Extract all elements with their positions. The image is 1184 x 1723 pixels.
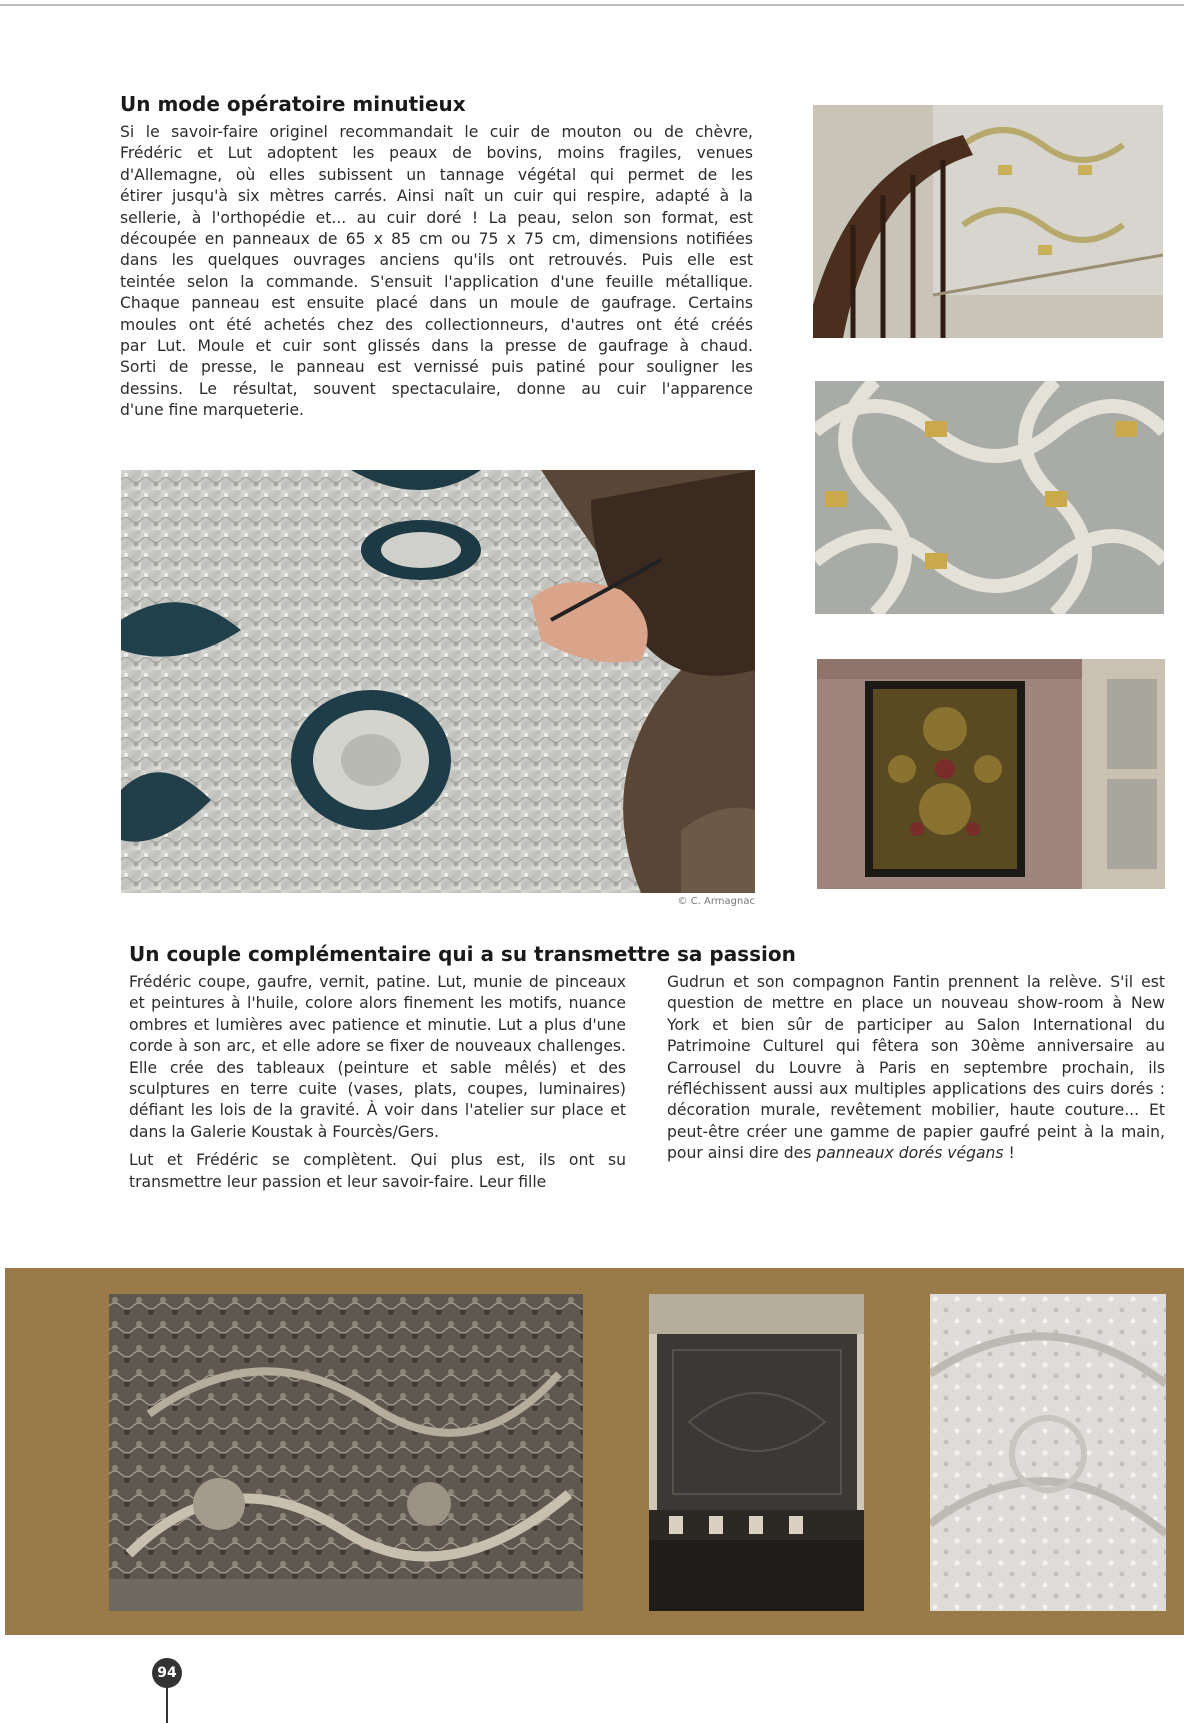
photo-artisan-painting-leather bbox=[121, 470, 755, 893]
section1-line: teintée selon la commande. S'ensuit l'application d'une feuille métallique. bbox=[120, 272, 753, 291]
section-heading-mode-operatoire: Un mode opératoire minutieux bbox=[120, 92, 466, 116]
section1-line: Chaque panneau est ensuite placé dans un moule de gaufrage. Certains bbox=[120, 294, 753, 313]
section2-paragraph-2: Lut et Frédéric se complètent. Qui plus est, ils ont su transmettre leur passion et leur savoir-faire. Leur fille bbox=[129, 1151, 626, 1191]
page-number-stem bbox=[166, 1686, 168, 1723]
section1-line: d'Allemagne, où elles subissent un tannage végétal qui permet de les bbox=[120, 165, 753, 184]
section1-line: d'une fine marqueterie. bbox=[120, 401, 305, 420]
section2-paragraph-3: Gudrun et son compagnon Fantin prennent la relève. S'il est question de mettre en place un nouveau show-room à New York et bien sûr de participer au Salon International du Patrimoine Culturel qui fêtera son 30ème anniversaire au Carrousel du Louvre à Paris en septembre prochain, ils réfléchissent aussi aux multiples applications des cuirs dorés : décoration murale, revêtement mobilier, haute couture... Et peut-être créer une gamme de papier gaufré peint à la main, pour ainsi dire des panneaux dorés végans ! bbox=[667, 973, 1165, 1163]
section2-paragraph-1: Frédéric coupe, gaufre, vernit, patine. Lut, munie de pinceaux et peintures à l'huile, colore alors finement les motifs, nuance ombres et lumières avec patience et minutie. Lut a plus d'une corde à son arc, et elle adore se fixer de nouveaux challenges. Elle crée des tableaux (peinture et sable mêlés) et des sculptures en terre cuite (vases, plats, coupes, luminaires) défiant les lois de la gravité. À voir dans l'atelier sur place et dans la Galerie Koustak à Fourcès/Gers. bbox=[129, 973, 626, 1141]
section-heading-couple: Un couple complémentaire qui a su transmettre sa passion bbox=[129, 942, 796, 966]
section1-line: par Lut. Moule et cuir sont glissés dans la presse de gaufrage à chaud. bbox=[120, 337, 753, 356]
photo-white-embossed-leather bbox=[930, 1294, 1166, 1611]
section1-line: dessins. Le résultat, souvent spectaculaire, donne au cuir l'apparence bbox=[120, 379, 753, 398]
section1-body bbox=[120, 122, 753, 422]
photo-dark-panel-on-stand bbox=[649, 1294, 864, 1611]
photo-framed-gilded-leather bbox=[817, 659, 1165, 889]
section1-line: Frédéric et Lut adoptent les peaux de bovins, moins fragiles, venues bbox=[120, 144, 753, 163]
section1-line: sellerie, à l'orthopédie et... au cuir doré ! La peau, selon son format, est bbox=[120, 208, 753, 227]
section2-column-right bbox=[667, 972, 1165, 1165]
section1-line: dans les quelques ouvrages anciens qu'ils ont retrouvés. Puis elle est bbox=[120, 251, 753, 270]
top-rule bbox=[0, 4, 1184, 6]
emphasis-panneaux-dores-vegans: panneaux dorés végans bbox=[816, 1144, 1004, 1163]
section1-line: Sorti de presse, le panneau est vernissé puis patiné pour souligner les bbox=[120, 358, 753, 377]
section1-line: Si le savoir-faire originel recommandait le cuir de mouton ou de chèvre, bbox=[120, 123, 753, 141]
section2-column-left bbox=[129, 972, 626, 1193]
section1-line: étirer jusqu'à six mètres carrés. Ainsi naît un cuir qui respire, adapté à la bbox=[120, 187, 753, 206]
photo-pattern-detail bbox=[815, 381, 1164, 614]
photo-embossed-leather-bronze bbox=[109, 1294, 583, 1611]
photo-staircase-panel bbox=[813, 105, 1163, 338]
page-number: 94 bbox=[152, 1658, 182, 1688]
section1-line: moules ont été achetés chez des collectionneurs, d'autres ont été créés bbox=[120, 315, 753, 334]
section1-line: découpée en panneaux de 65 x 85 cm ou 75 x 75 cm, dimensions notifiées bbox=[120, 230, 753, 249]
photo-credit: © C. Armagnac bbox=[677, 896, 755, 907]
